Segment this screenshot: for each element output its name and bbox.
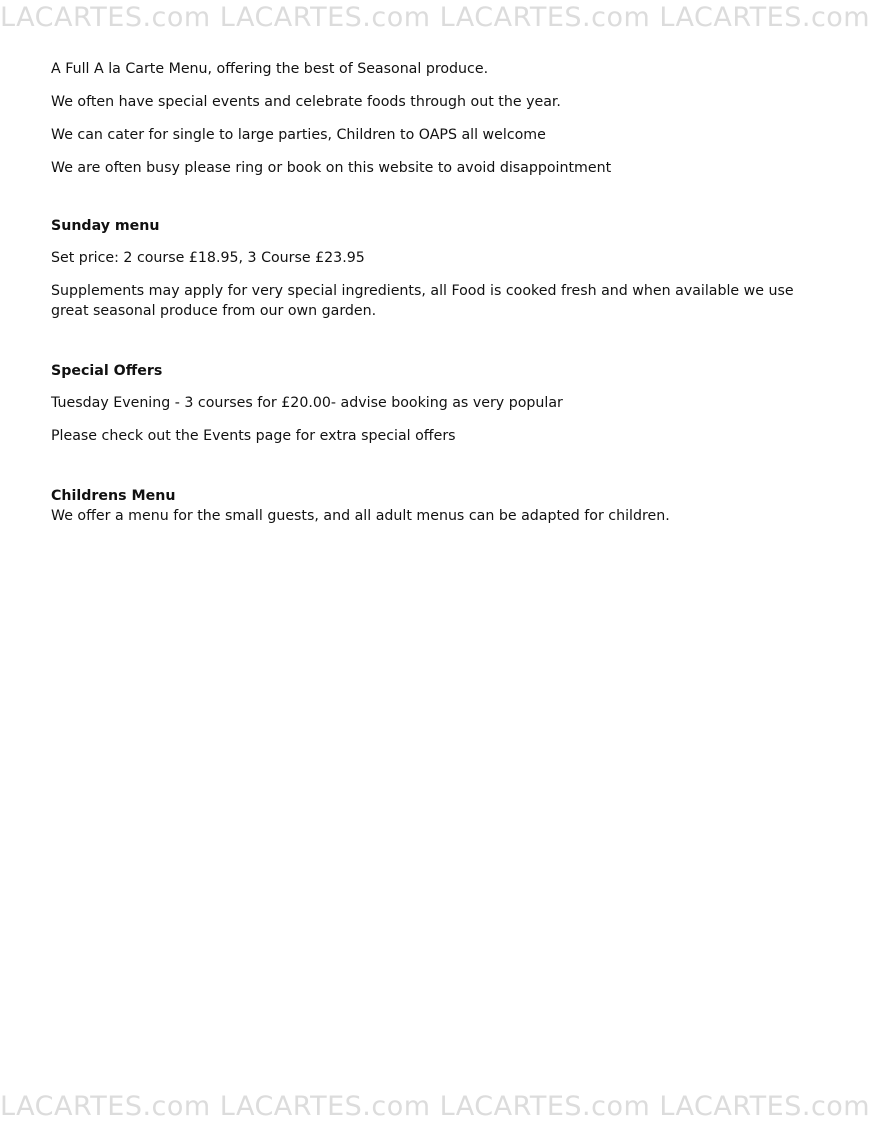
sunday-menu-note: Supplements may apply for very special ingredients, all Food is cooked fresh and when available we use great seasonal produce from our own garden. <box>51 283 794 319</box>
childrens-menu-section <box>51 486 831 526</box>
special-offer-tuesday: Tuesday Evening - 3 courses for £20.00- advise booking as very popular <box>51 395 563 411</box>
menu-content <box>51 59 831 526</box>
intro-line-3: We can cater for single to large parties, Children to OAPS all welcome <box>51 127 546 143</box>
sunday-menu-section <box>51 216 831 321</box>
watermark-bottom: LACARTES.com LACARTES.com LACARTES.com LACARTES.com <box>0 1091 870 1122</box>
sunday-menu-price: Set price: 2 course £18.95, 3 Course £23.95 <box>51 250 365 266</box>
intro-section <box>51 59 831 178</box>
special-offers-section <box>51 361 831 446</box>
special-offers-heading: Special Offers <box>51 363 163 379</box>
intro-line-1: A Full A la Carte Menu, offering the best of Seasonal produce. <box>51 61 489 77</box>
childrens-menu-heading: Childrens Menu <box>51 488 176 504</box>
intro-line-4: We are often busy please ring or book on this website to avoid disappointment <box>51 160 612 176</box>
intro-line-2: We often have special events and celebrate foods through out the year. <box>51 94 561 110</box>
special-offer-events: Please check out the Events page for extra special offers <box>51 428 456 444</box>
sunday-menu-heading: Sunday menu <box>51 218 160 234</box>
watermark-top: LACARTES.com LACARTES.com LACARTES.com LACARTES.com <box>0 2 870 33</box>
childrens-menu-text: We offer a menu for the small guests, and all adult menus can be adapted for children. <box>51 508 670 524</box>
